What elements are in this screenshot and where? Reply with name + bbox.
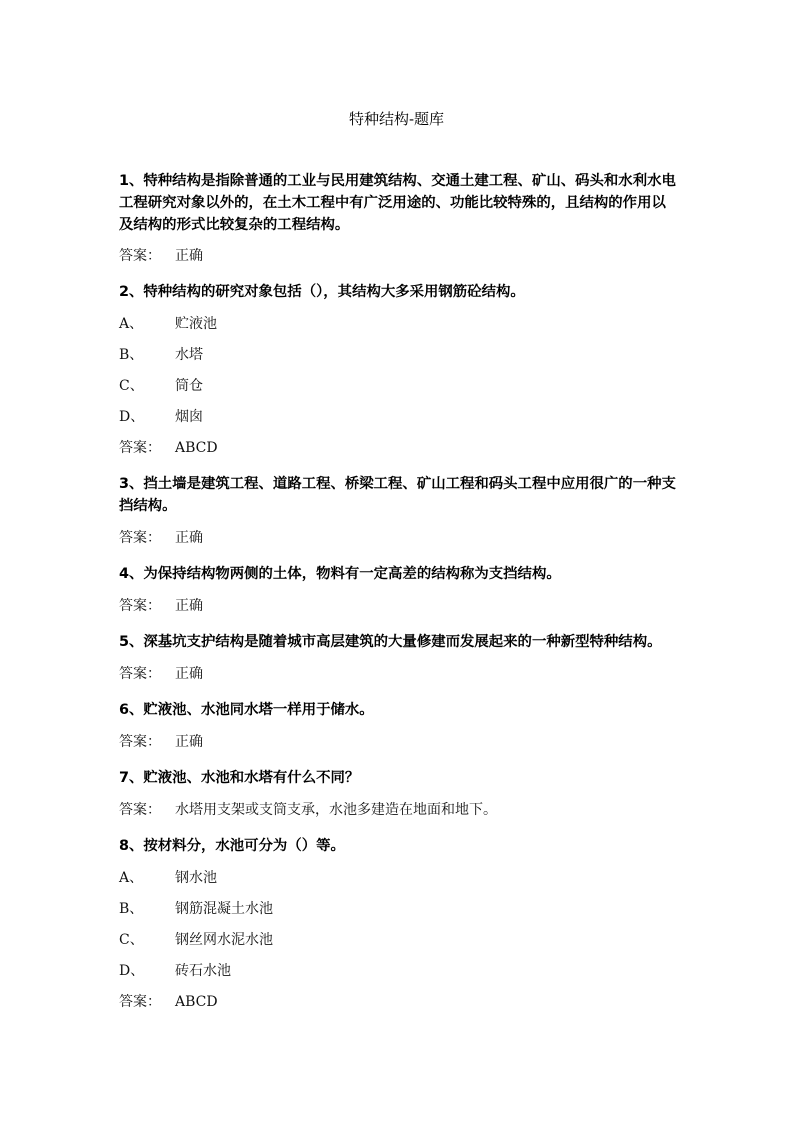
- option-letter: C、: [119, 378, 144, 394]
- answer-value: 正确: [175, 530, 203, 546]
- answer-line: [119, 438, 679, 458]
- document-title: 特种结构-题库: [348, 110, 445, 128]
- option-letter: D、: [119, 409, 145, 425]
- option-c: [119, 930, 679, 950]
- option-text: 筒仓: [175, 378, 203, 394]
- answer-value: 水塔用支架或支筒支承，水池多建造在地面和地下。: [175, 802, 497, 818]
- answer-label: 答案：: [119, 994, 161, 1010]
- question-item: [119, 473, 679, 548]
- answer-label: 答案：: [119, 440, 161, 456]
- option-letter: B、: [119, 347, 144, 363]
- option-letter: C、: [119, 932, 144, 948]
- answer-value: 正确: [175, 248, 203, 264]
- option-letter: A、: [119, 870, 144, 886]
- answer-value: ABCD: [175, 440, 218, 456]
- answer-value: 正确: [175, 734, 203, 750]
- option-letter: B、: [119, 901, 144, 917]
- option-text: 贮液池: [175, 316, 217, 332]
- question-text: 3、挡土墙是建筑工程、道路工程、桥梁工程、矿山工程和码头工程中应用很广的一种支挡结构。: [119, 476, 676, 514]
- question-text: 5、深基坑支护结构是随着城市高层建筑的大量修建而发展起来的一种新型特种结构。: [119, 634, 662, 650]
- question-item: [119, 170, 679, 266]
- question-item: [119, 281, 679, 458]
- question-text: 7、贮液池、水池和水塔有什么不同？: [119, 770, 360, 786]
- question-item: [119, 835, 679, 1012]
- option-letter: D、: [119, 963, 145, 979]
- option-text: 砖石水池: [175, 963, 231, 979]
- option-text: 钢丝网水泥水池: [175, 932, 273, 948]
- question-list: [119, 170, 679, 1027]
- answer-label: 答案：: [119, 248, 161, 264]
- question-text: 4、为保持结构物两侧的土体，物料有一定高差的结构称为支挡结构。: [119, 566, 561, 582]
- question-item: [119, 631, 679, 684]
- option-letter: A、: [119, 316, 144, 332]
- question-item: [119, 767, 679, 820]
- answer-line: [119, 596, 679, 616]
- option-text: 钢筋混凝土水池: [175, 901, 273, 917]
- option-a: [119, 314, 679, 334]
- answer-line: [119, 800, 679, 820]
- option-d: [119, 961, 679, 981]
- option-text: 烟囱: [175, 409, 203, 425]
- answer-line: [119, 732, 679, 752]
- option-text: 钢水池: [175, 870, 217, 886]
- answer-line: [119, 992, 679, 1012]
- option-b: [119, 899, 679, 919]
- answer-value: 正确: [175, 598, 203, 614]
- answer-line: [119, 246, 679, 266]
- answer-label: 答案：: [119, 666, 161, 682]
- question-text: 6、贮液池、水池同水塔一样用于储水。: [119, 702, 374, 718]
- option-d: [119, 407, 679, 427]
- answer-label: 答案：: [119, 802, 161, 818]
- question-text: 8、按材料分，水池可分为（）等。: [119, 838, 345, 854]
- answer-label: 答案：: [119, 598, 161, 614]
- answer-value: 正确: [175, 666, 203, 682]
- option-a: [119, 868, 679, 888]
- question-item: [119, 699, 679, 752]
- question-text: 2、特种结构的研究对象包括（），其结构大多采用钢筋砼结构。: [119, 284, 525, 300]
- question-item: [119, 563, 679, 616]
- answer-line: [119, 528, 679, 548]
- option-b: [119, 345, 679, 365]
- answer-value: ABCD: [175, 994, 218, 1010]
- question-text: 1、特种结构是指除普通的工业与民用建筑结构、交通土建工程、矿山、码头和水利水电工程研究对象以外的，在土木工程中有广泛用途的、功能比较特殊的，且结构的作用以及结构的形式比较复杂的工程结构。: [119, 173, 676, 233]
- option-c: [119, 376, 679, 396]
- option-text: 水塔: [175, 347, 203, 363]
- answer-label: 答案：: [119, 530, 161, 546]
- answer-label: 答案：: [119, 734, 161, 750]
- answer-line: [119, 664, 679, 684]
